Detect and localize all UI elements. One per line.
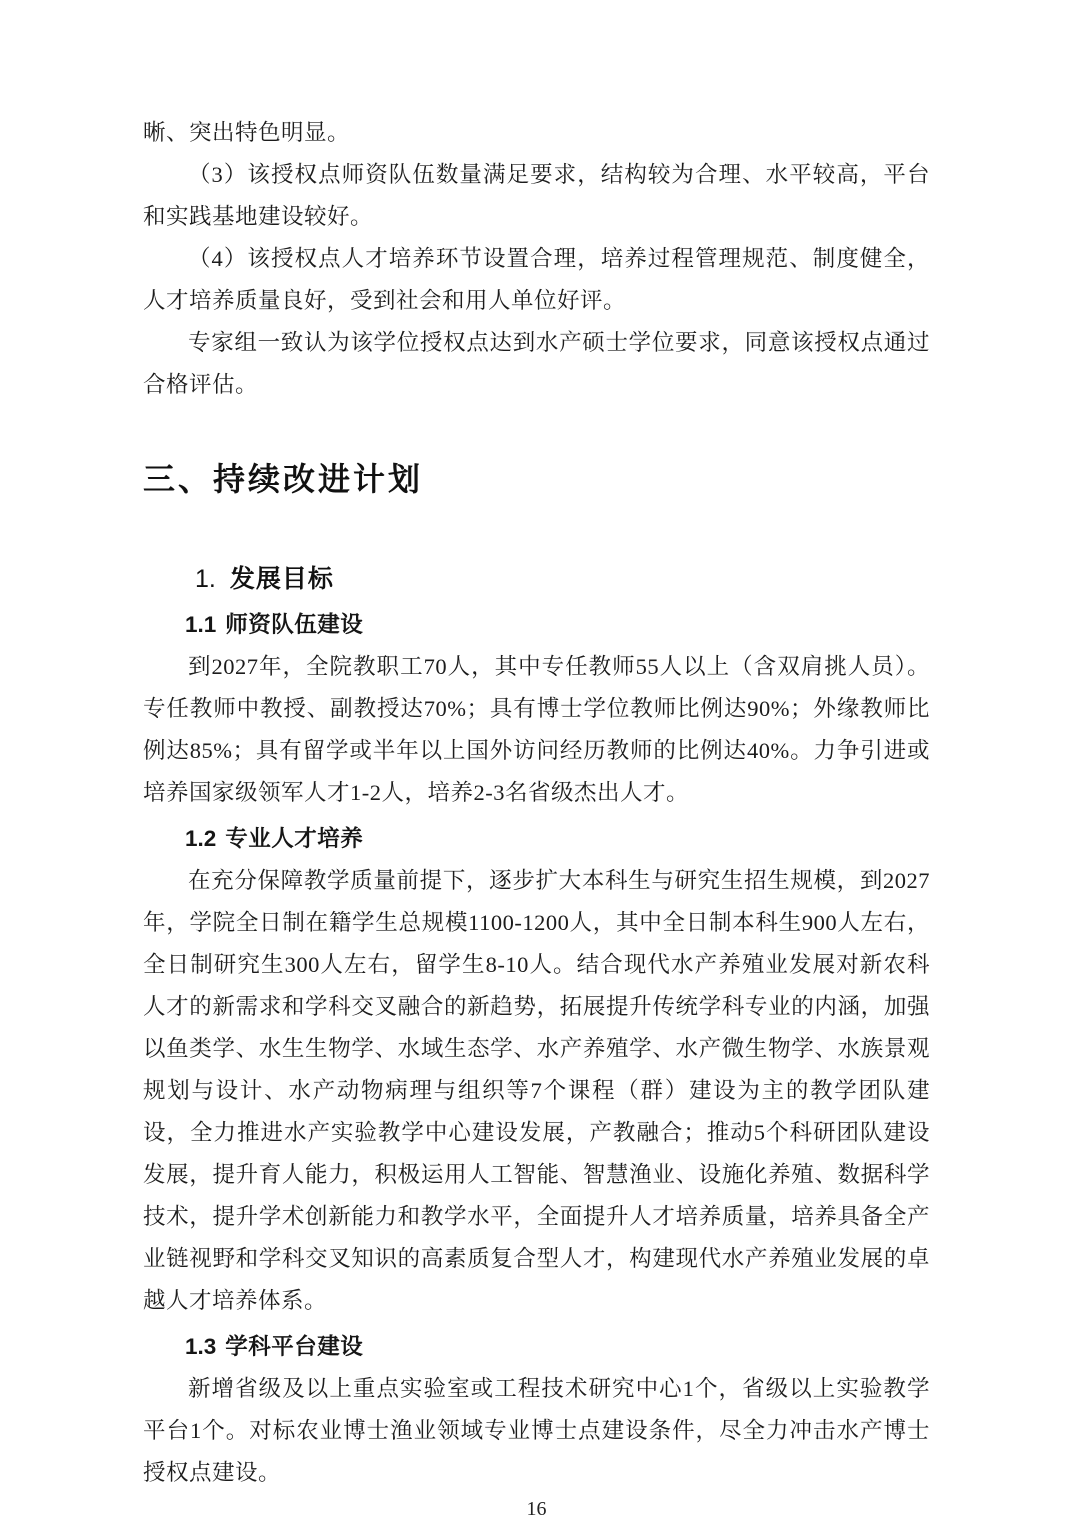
heading-development-goals: [195, 558, 930, 600]
heading-talent-cultivation: [185, 818, 930, 860]
section-heading-continuous-improvement: 三、持续改进计划: [143, 461, 424, 497]
heading-faculty-team-text: 师资队伍建设: [225, 612, 364, 637]
heading-development-goals-text: 发展目标: [229, 565, 334, 593]
heading-faculty-team-number: 1.1: [185, 612, 217, 637]
heading-discipline-platform: [185, 1326, 930, 1368]
heading-talent-cultivation-text: 专业人才培养: [225, 826, 364, 851]
heading-faculty-team: [185, 604, 930, 646]
paragraph-continuation: 晰、突出特色明显。: [143, 120, 351, 145]
paragraph-item-3: （3）该授权点师资队伍数量满足要求，结构较为合理、水平较高，平台和实践基地建设较好。: [143, 162, 930, 229]
paragraph-faculty-team: 到2027年，全院教职工70人，其中专任教师55人以上（含双肩挑人员）。专任教师中教授、副教授达70%；具有博士学位教师比例达90%；外缘教师比例达85%；具有留学或半年以上国外访问经历教师的比例达40%。力争引进或培养国家级领军人才1-2人，培养2-3名省级杰出人才。: [143, 654, 930, 805]
paragraph-discipline-platform: 新增省级及以上重点实验室或工程技术研究中心1个，省级以上实验教学平台1个。对标农业博士渔业领域专业博士点建设条件，尽全力冲击水产博士授权点建设。: [143, 1376, 930, 1485]
heading-development-goals-number: 1.: [195, 565, 216, 593]
paragraph-talent-cultivation: 在充分保障教学质量前提下，逐步扩大本科生与研究生招生规模，到2027年，学院全日制在籍学生总规模1100-1200人，其中全日制本科生900人左右，全日制研究生300人左右，留学生8-10人。结合现代水产养殖业发展对新农科人才的新需求和学科交叉融合的新趋势，拓展提升传统学科专业的内涵，加强以鱼类学、水生生物学、水域生态学、水产养殖学、水产微生物学、水族景观规划与设计、水产动物病理与组织等7个课程（群）建设为主的教学团队建设，全力推进水产实验教学中心建设发展，产教融合；推动5个科研团队建设发展，提升育人能力，积极运用人工智能、智慧渔业、设施化养殖、数据科学技术，提升学术创新能力和教学水平，全面提升人才培养质量，培养具备全产业链视野和学科交叉知识的高素质复合型人才，构建现代水产养殖业发展的卓越人才培养体系。: [143, 868, 930, 1313]
page-number: 16: [526, 1498, 547, 1520]
paragraph-item-4: （4）该授权点人才培养环节设置合理，培养过程管理规范、制度健全，人才培养质量良好，受到社会和用人单位好评。: [143, 246, 930, 313]
heading-talent-cultivation-number: 1.2: [185, 826, 217, 851]
heading-discipline-platform-number: 1.3: [185, 1334, 217, 1359]
heading-discipline-platform-text: 学科平台建设: [225, 1334, 364, 1359]
paragraph-conclusion: 专家组一致认为该学位授权点达到水产硕士学位要求，同意该授权点通过合格评估。: [143, 330, 930, 397]
